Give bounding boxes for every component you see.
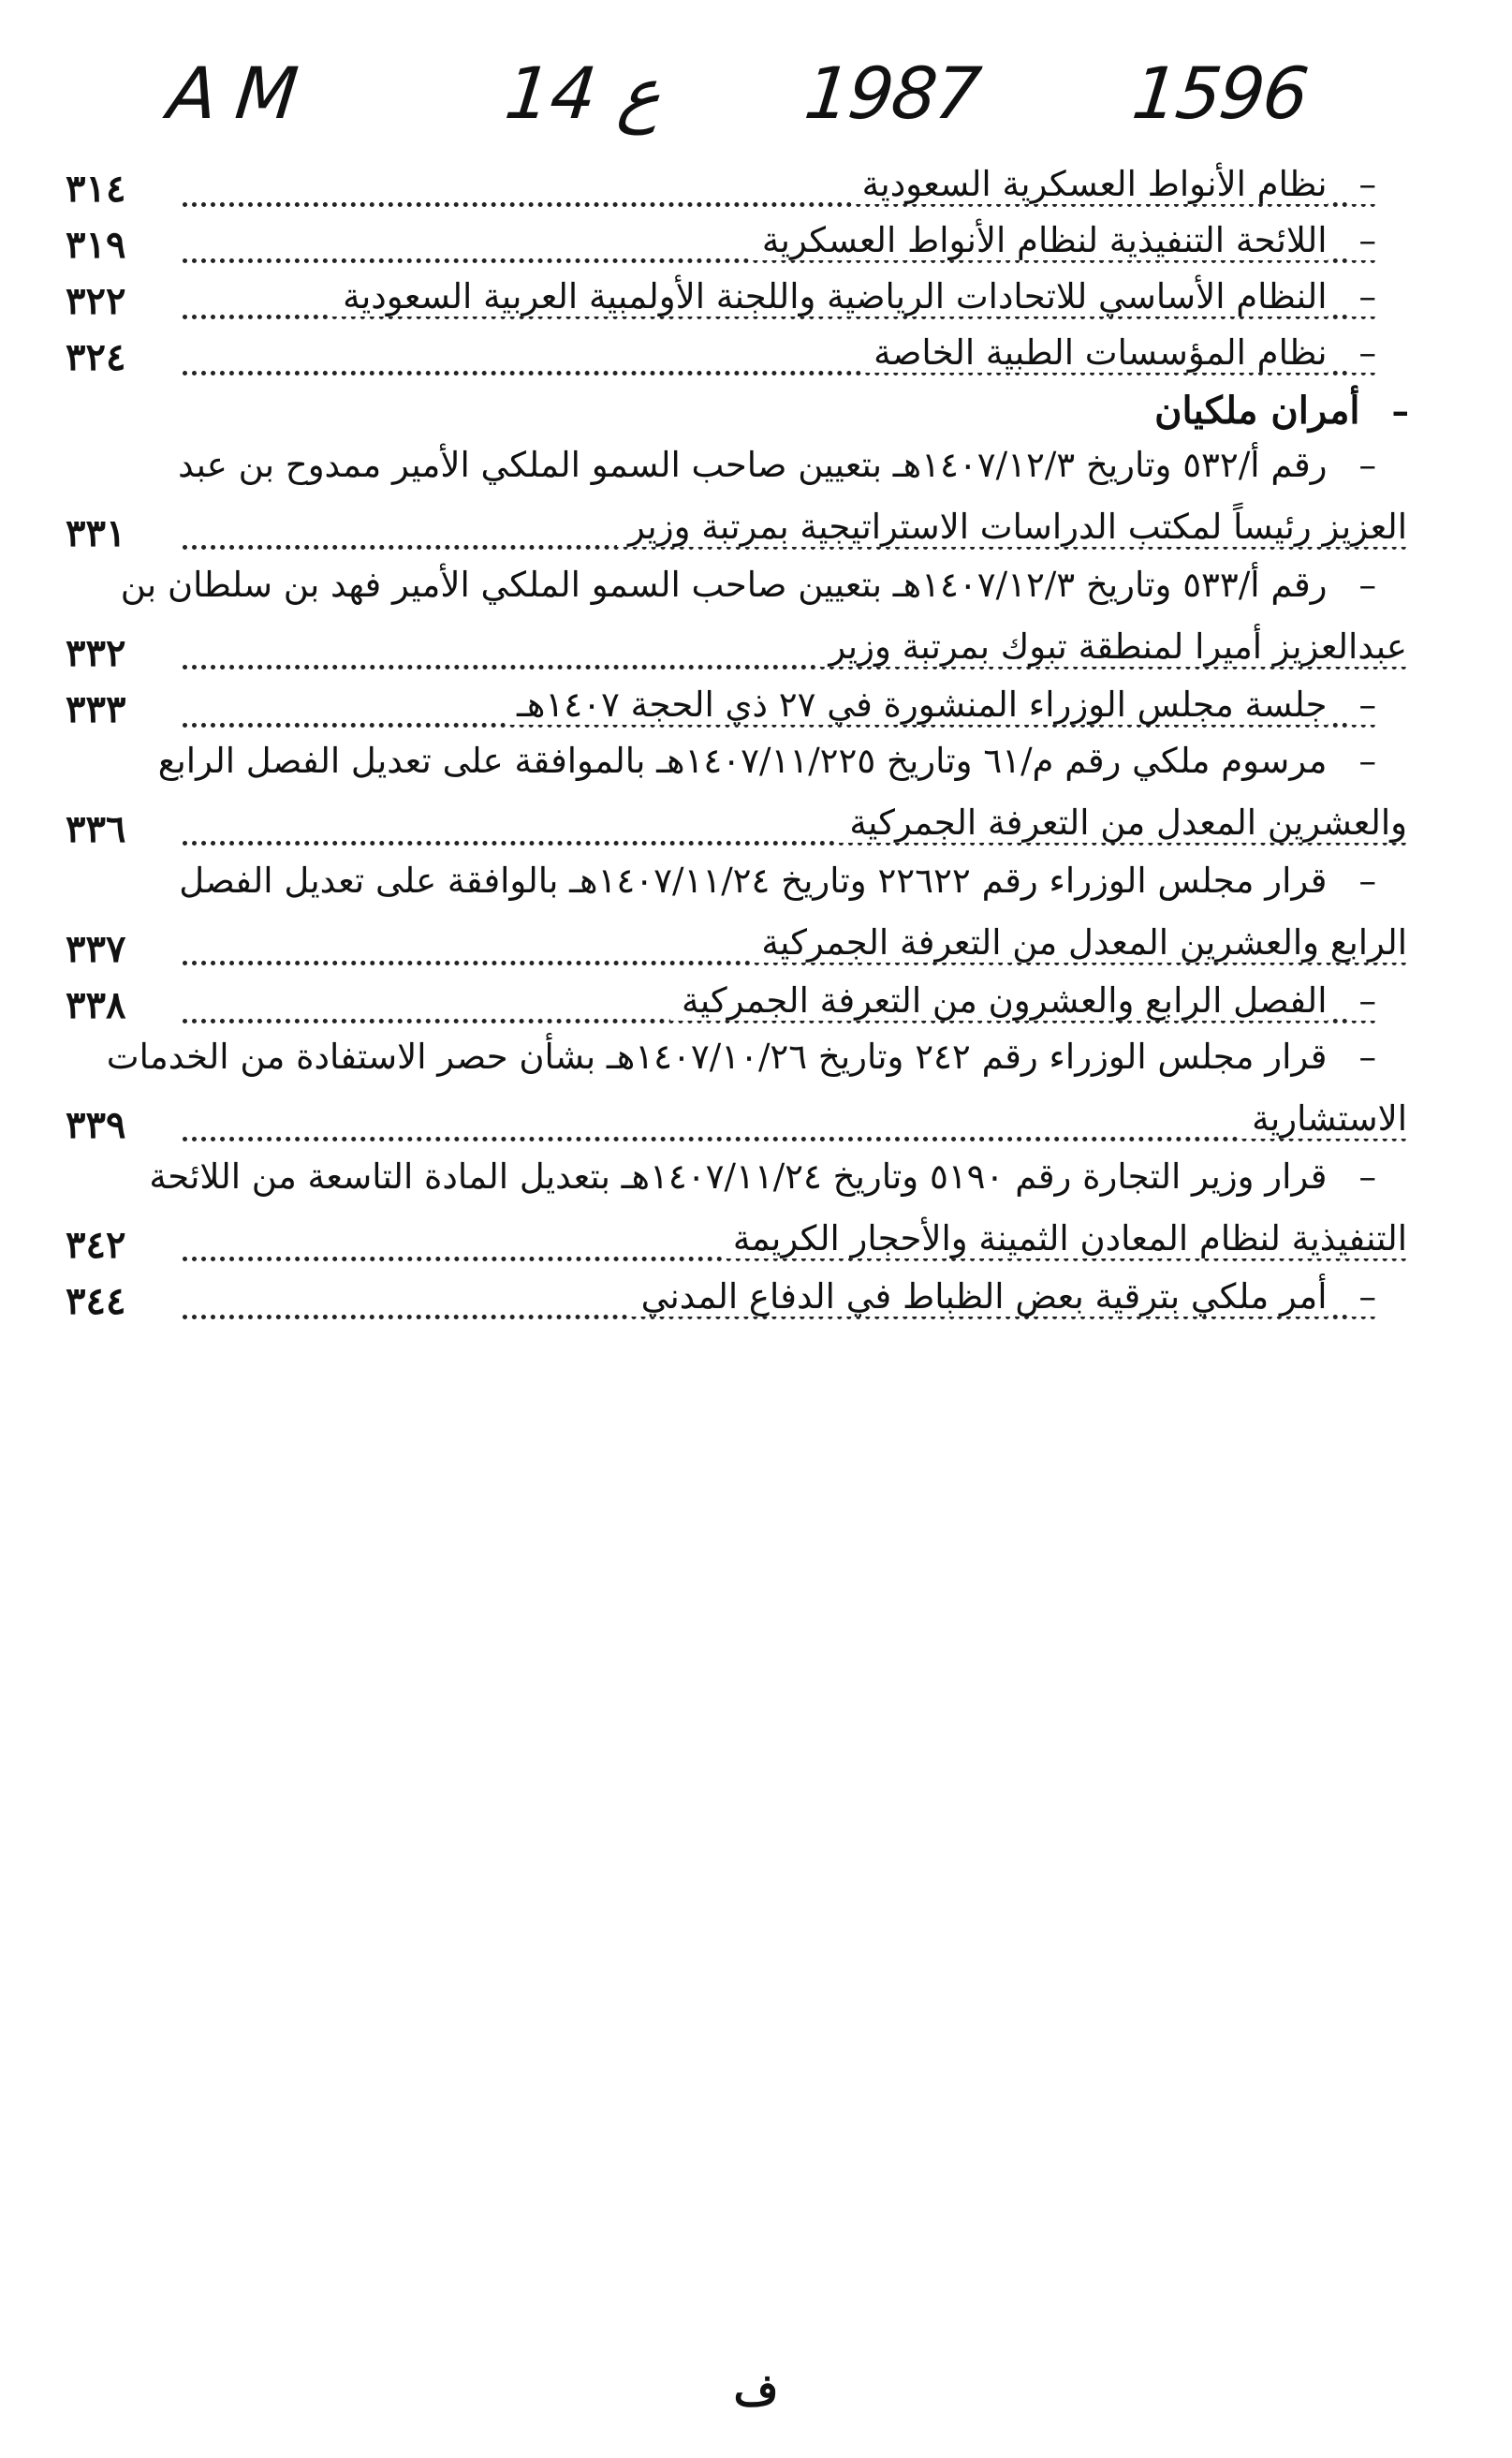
dot-leader [183, 1137, 1407, 1141]
entry-title: أمر ملكي بترقية بعض الظباط في الدفاع المدني [630, 1276, 1328, 1317]
bullet-dash: – [1348, 164, 1377, 204]
toc-entry [66, 445, 1512, 565]
page-number: ٣٣٩ [66, 1103, 126, 1147]
toc-entry [66, 741, 1512, 861]
handwritten-code: A M [164, 52, 301, 135]
bullet-dash: – [1348, 565, 1377, 605]
entry-title: رقم أ/٥٣٣ وتاريخ ١٤٠٧/١٢/٣هـ بتعيين صاحب السمو الملكي الأمير فهد بن سلطان بن [110, 565, 1328, 605]
bullet-dash: – [1348, 684, 1377, 725]
page-number: ٣١٤ [66, 167, 126, 211]
page-number: ٣٣٣ [66, 687, 126, 731]
table-of-contents [66, 164, 1512, 1332]
entry-title: رقم أ/٥٣٢ وتاريخ ١٤٠٧/١٢/٣هـ بتعيين صاحب السمو الملكي الأمير ممدوح بن عبد [167, 445, 1327, 485]
handwritten-year: 1987 [800, 52, 984, 135]
page-number: ٣٢٤ [66, 335, 126, 379]
toc-entry [66, 1037, 1512, 1156]
page-number: ٣٣٢ [66, 631, 126, 675]
handwritten-issue: 14 ع [501, 52, 666, 135]
page-number: ٣٢٢ [66, 279, 126, 323]
toc-entry [66, 565, 1512, 684]
toc-entry [66, 164, 1512, 220]
entry-title: جلسة مجلس الوزراء المنشورة في ٢٧ ذي الحجة ١٤٠٧هـ [506, 684, 1328, 725]
page-footer-letter: ف [733, 2364, 779, 2415]
bullet-dash: – [1348, 1276, 1377, 1317]
bullet-dash: – [1348, 445, 1377, 485]
entry-title: قرار مجلس الوزراء رقم ٢٤٢ وتاريخ ١٤٠٧/١٠/٢٦هـ بشأن حصر الاستفادة من الخدمات [95, 1037, 1328, 1077]
toc-entry [66, 332, 1512, 389]
bullet-dash: – [1381, 390, 1410, 432]
entry-title: النظام الأساسي للاتحادات الرياضية واللجنة الأولمبية العربية السعودية [331, 276, 1327, 316]
page-number: ٣٣١ [66, 511, 126, 555]
entry-title: الفصل الرابع والعشرون من التعرفة الجمركية [670, 980, 1328, 1021]
entry-title: نظام المؤسسات الطبية الخاصة [862, 332, 1327, 373]
bullet-dash: – [1348, 276, 1377, 316]
entry-title-continued: الاستشارية [1240, 1098, 1407, 1139]
toc-entry [66, 1276, 1512, 1332]
entry-title: نظام الأنواط العسكرية السعودية [851, 164, 1328, 204]
toc-entry [66, 861, 1512, 980]
toc-entry [66, 276, 1512, 332]
toc-entry [66, 1156, 1512, 1276]
entry-title: قرار مجلس الوزراء رقم ٢٢٦٢٢ وتاريخ ١٤٠٧/١١/٢٤هـ بالوافقة على تعديل الفصل [168, 861, 1327, 901]
page-number: ٣٣٦ [66, 807, 126, 851]
page-number: ٣٣٧ [66, 927, 126, 971]
page-number: ٣٤٤ [66, 1279, 126, 1323]
handwritten-ref: 1596 [1128, 52, 1312, 135]
bullet-dash: – [1348, 1156, 1377, 1197]
page-number: ٣١٩ [66, 223, 126, 267]
entry-title-continued: العزيز رئيساً لمكتب الدراسات الاستراتيجية بمرتبة وزير [617, 507, 1407, 547]
toc-entry [66, 980, 1512, 1037]
page-number: ٣٣٨ [66, 983, 126, 1027]
bullet-dash: – [1348, 741, 1377, 781]
entry-title: مرسوم ملكي رقم م/٦١ وتاريخ ١٤٠٧/١١/٢٢٥هـ بالموافقة على تعديل الفصل الرابع [147, 741, 1328, 781]
entry-title: قرار وزير التجارة رقم ٥١٩٠ وتاريخ ١٤٠٧/١١/٢٤هـ بتعديل المادة التاسعة من اللائحة [138, 1156, 1327, 1197]
bullet-dash: – [1348, 220, 1377, 260]
entry-title-continued: والعشرين المعدل من التعرفة الجمركية [838, 802, 1407, 843]
entry-title-continued: عبدالعزيز أميرا لمنطقة تبوك بمرتبة وزير [817, 626, 1407, 667]
entry-title-continued: الرابع والعشرين المعدل من التعرفة الجمركية [750, 922, 1407, 963]
bullet-dash: – [1348, 332, 1377, 373]
page-number: ٣٤٢ [66, 1223, 126, 1267]
bullet-dash: – [1348, 980, 1377, 1021]
section-heading [66, 389, 1512, 445]
toc-entry [66, 684, 1512, 741]
entry-title-continued: التنفيذية لنظام المعادن الثمينة والأحجار الكريمة [722, 1218, 1407, 1258]
section-heading-text: أمران ملكيان [1143, 389, 1359, 433]
toc-entry [66, 220, 1512, 276]
entry-title: اللائحة التنفيذية لنظام الأنواط العسكرية [751, 220, 1328, 260]
bullet-dash: – [1348, 861, 1377, 901]
bullet-dash: – [1348, 1037, 1377, 1077]
